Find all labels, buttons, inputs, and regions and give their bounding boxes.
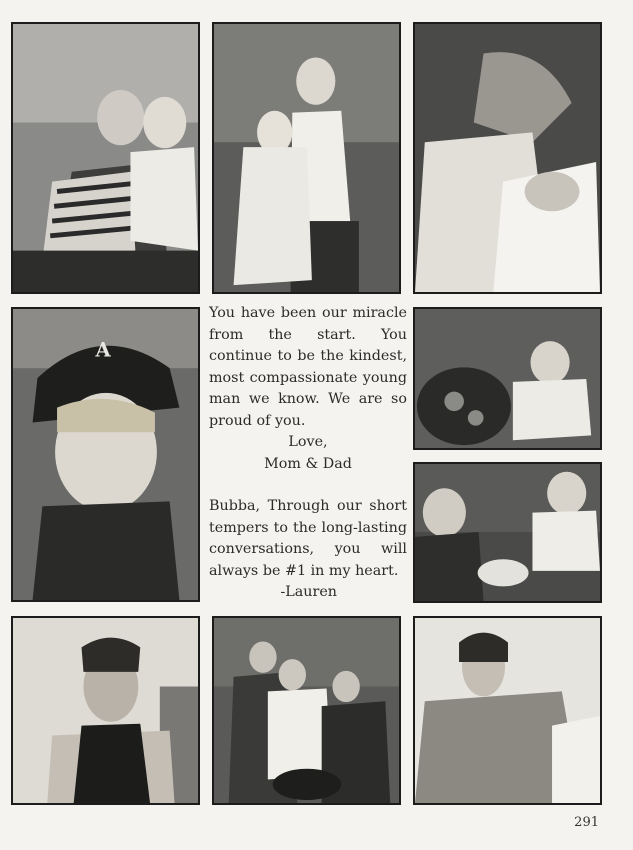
photo-children-playing <box>413 462 602 603</box>
photo-young-man-reclining <box>413 616 602 805</box>
photo-boy-in-baseball-cap <box>11 307 200 602</box>
photo-siblings-portrait <box>212 22 401 294</box>
page-number: 291 <box>574 815 599 830</box>
photo-father-feeding-toddler <box>11 22 200 294</box>
tribute-message <box>209 303 407 604</box>
parents-message: You have been our miracle from the start. You continue to be the kindest, most compassionate young man we know. We are so proud of you. <box>209 305 407 429</box>
closing-love: Love, <box>288 434 328 450</box>
photo-three-young-men <box>212 616 401 805</box>
photo-child-holding-baby <box>413 22 602 294</box>
photo-young-man-tank-top <box>11 616 200 805</box>
sibling-message: Bubba, Through our short tempers to the long-lasting conversations, you will always be #1 in my heart. <box>209 498 407 579</box>
parents-signature: Mom & Dad <box>264 455 352 472</box>
photo-baby-sitting-on-toy <box>413 307 602 450</box>
svg-text:A: A <box>95 338 111 362</box>
spacer <box>209 475 407 496</box>
sibling-signature: -Lauren <box>280 584 337 600</box>
